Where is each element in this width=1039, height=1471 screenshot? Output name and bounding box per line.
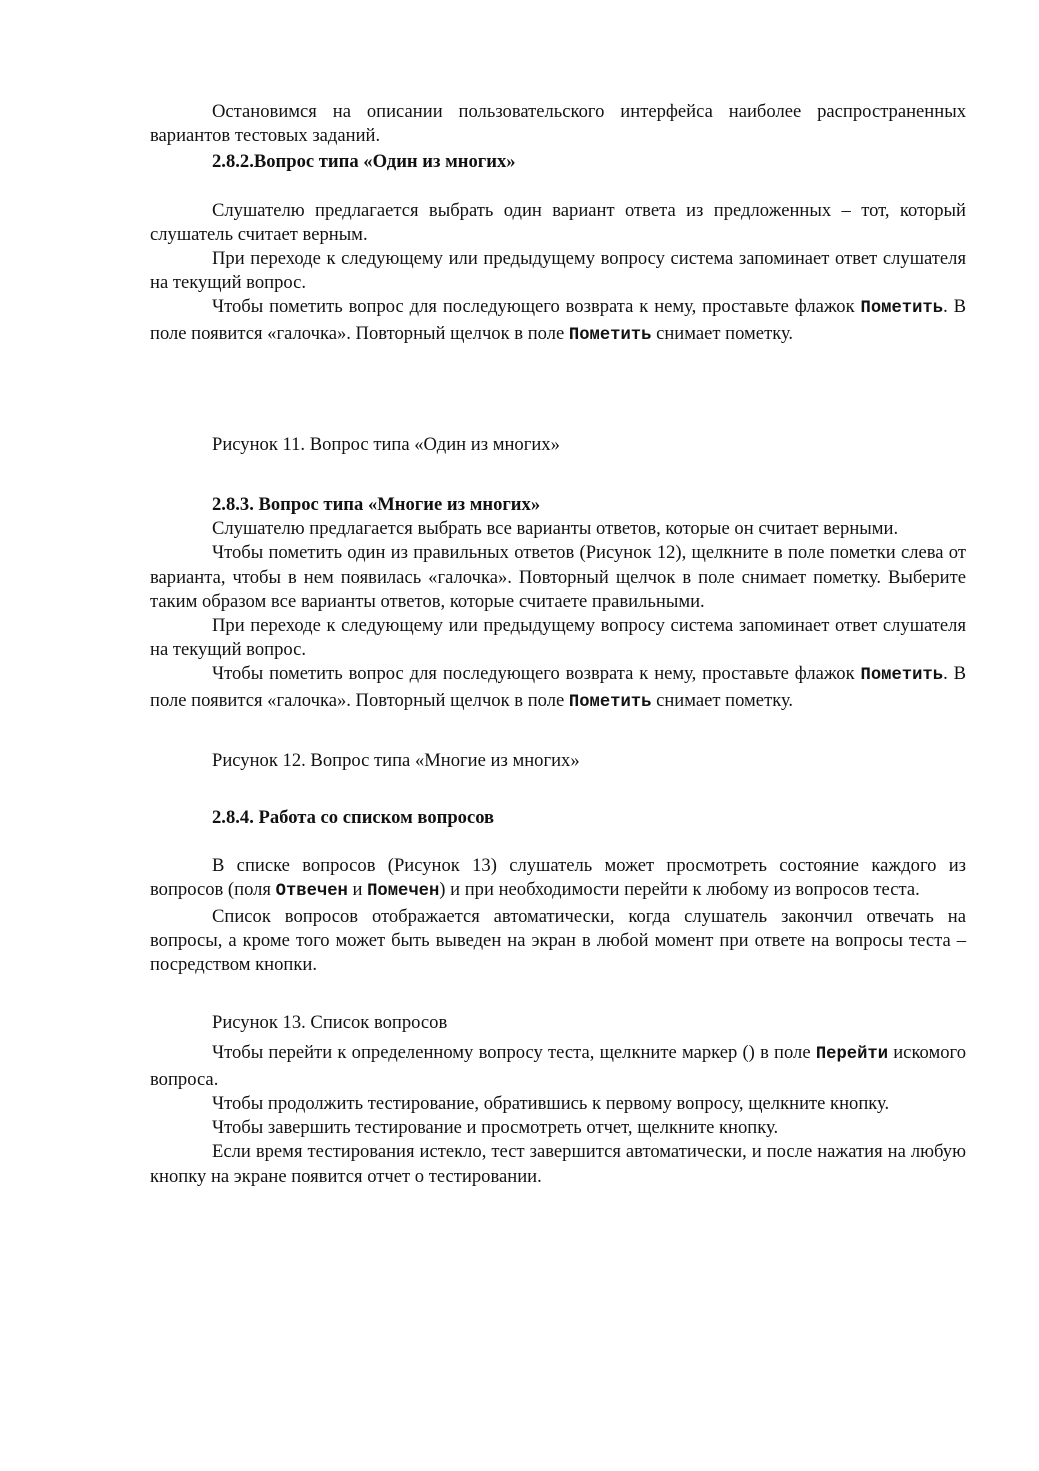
paragraph — [150, 854, 966, 904]
text: снимает пометку. — [656, 322, 794, 344]
paragraph: Слушателю предлагается выбрать все варианты ответов, которые он считает верными. — [212, 518, 899, 540]
section-heading-2-8-2: 2.8.2.Вопрос типа «Один из многих» — [212, 151, 516, 173]
text: Чтобы пометить вопрос для последующего возврата к нему, проставьте флажок — [212, 296, 855, 318]
mark-paragraph — [150, 295, 966, 347]
goto-paragraph — [150, 1041, 966, 1091]
mark-field-name: Пометить — [568, 692, 652, 712]
text: Чтобы перейти к определенному вопросу теста, щелкните маркер () в поле — [212, 1042, 811, 1064]
marked-field-name: Помечен — [367, 882, 440, 902]
mark-paragraph — [150, 662, 966, 714]
text: В списке вопросов (Рисунок 13) слушатель может просмотреть состояние каждого из вопросов (поля — [150, 855, 966, 901]
figure-caption-13: Рисунок 13. Список вопросов — [212, 1012, 448, 1034]
document-page — [150, 100, 966, 1189]
paragraph: Слушателю предлагается выбрать один вариант ответа из предложенных – тот, который слушатель считает верным. — [150, 199, 966, 245]
section-heading-2-8-4: 2.8.4. Работа со списком вопросов — [212, 807, 495, 829]
mark-field-name: Пометить — [568, 325, 652, 345]
text: . В поле появится «галочка». Повторный щелчок в поле — [150, 296, 966, 344]
text: ) и при необходимости перейти к любому из вопросов теста. — [439, 879, 920, 901]
goto-field-name: Перейти — [815, 1045, 889, 1065]
text: . В поле появится «галочка». Повторный щелчок в поле — [150, 663, 966, 711]
mark-field-name: Пометить — [860, 666, 944, 686]
paragraph: Чтобы завершить тестирование и просмотреть отчет, щелкните кнопку. — [212, 1117, 779, 1139]
figure-caption-11: Рисунок 11. Вопрос типа «Один из многих» — [212, 433, 560, 455]
text: искомого вопроса. — [150, 1042, 966, 1090]
text: и — [352, 879, 363, 901]
answered-field-name: Отвечен — [275, 882, 348, 902]
paragraph: При переходе к следующему или предыдущему вопросу система запоминает ответ слушателя на текущий вопрос. — [150, 248, 966, 294]
paragraph: При переходе к следующему или предыдущему вопросу система запоминает ответ слушателя на текущий вопрос. — [150, 615, 966, 661]
paragraph: Список вопросов отображается автоматически, когда слушатель закончил отвечать на вопросы, а кроме того может быть выведен на экран в любой момент при ответе на вопросы теста – посредством кнопки. — [150, 905, 966, 976]
text: снимает пометку. — [656, 689, 794, 711]
paragraph: Чтобы продолжить тестирование, обратившись к первому вопросу, щелкните кнопку. — [212, 1092, 890, 1114]
intro-paragraph: Остановимся на описании пользовательского интерфейса наиболее распространенных вариантов тестовых заданий. — [150, 101, 966, 147]
text: Чтобы пометить вопрос для последующего возврата к нему, проставьте флажок — [212, 663, 855, 685]
mark-field-name: Пометить — [860, 299, 944, 319]
paragraph: Чтобы пометить один из правильных ответов (Рисунок 12), щелкните в поле пометки слева от варианта, чтобы в нем появилась «галочка». Повторный щелчок в поле снимает пометку. Выберите таким образом все варианты ответов, которые считаете правильными. — [150, 542, 966, 612]
paragraph: Если время тестирования истекло, тест завершится автоматически, и после нажатия на любую кнопку на экране появится отчет о тестировании. — [150, 1141, 966, 1187]
figure-caption-12: Рисунок 12. Вопрос типа «Многие из многих» — [212, 749, 580, 771]
section-heading-2-8-3: 2.8.3. Вопрос типа «Многие из многих» — [212, 494, 541, 516]
